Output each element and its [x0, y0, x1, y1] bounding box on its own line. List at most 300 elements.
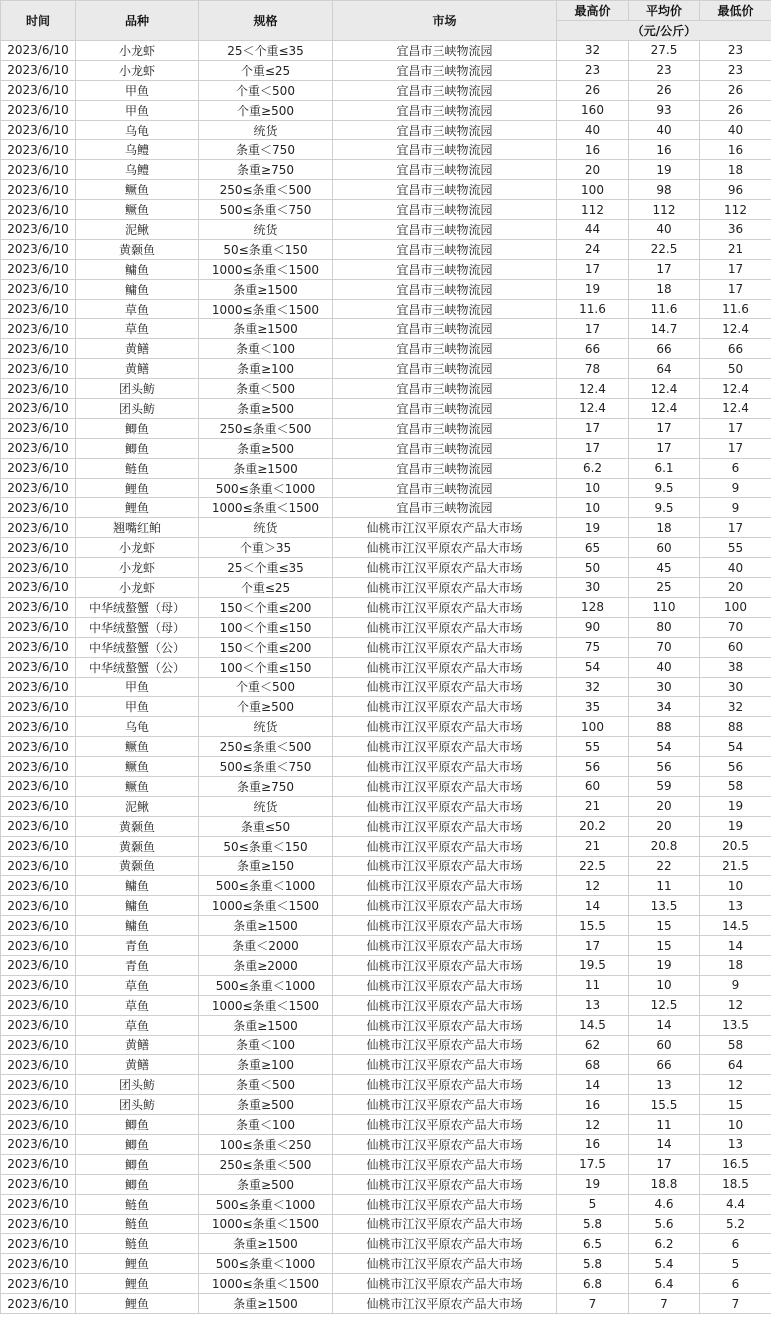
cell-avg-price: 56 [629, 757, 700, 777]
cell-time: 2023/6/10 [1, 1055, 76, 1075]
cell-variety: 翘嘴红鲌 [76, 518, 199, 538]
cell-variety: 鲤鱼 [76, 478, 199, 498]
table-body [1, 41, 771, 1314]
table-row [1, 1015, 771, 1035]
cell-variety: 鲢鱼 [76, 1214, 199, 1234]
cell-market: 仙桃市江汉平原农产品大市场 [333, 896, 557, 916]
cell-min-price: 12 [700, 995, 771, 1015]
cell-variety: 鳜鱼 [76, 737, 199, 757]
cell-time: 2023/6/10 [1, 438, 76, 458]
cell-spec: 100＜个重≤150 [199, 657, 333, 677]
cell-time: 2023/6/10 [1, 279, 76, 299]
cell-min-price: 26 [700, 100, 771, 120]
cell-variety: 小龙虾 [76, 578, 199, 598]
cell-time: 2023/6/10 [1, 896, 76, 916]
table-row [1, 578, 771, 598]
cell-min-price: 12.4 [700, 319, 771, 339]
cell-market: 仙桃市江汉平原农产品大市场 [333, 578, 557, 598]
cell-avg-price: 20 [629, 816, 700, 836]
cell-time: 2023/6/10 [1, 259, 76, 279]
table-row [1, 359, 771, 379]
cell-max-price: 30 [557, 578, 629, 598]
table-row [1, 80, 771, 100]
cell-spec: 1000≤条重＜1500 [199, 1214, 333, 1234]
cell-variety: 中华绒螯蟹（母） [76, 617, 199, 637]
cell-min-price: 40 [700, 120, 771, 140]
cell-variety: 黄颡鱼 [76, 239, 199, 259]
cell-time: 2023/6/10 [1, 558, 76, 578]
cell-time: 2023/6/10 [1, 995, 76, 1015]
cell-min-price: 18 [700, 160, 771, 180]
cell-min-price: 15 [700, 1095, 771, 1115]
cell-spec: 500≤条重＜1000 [199, 1254, 333, 1274]
cell-variety: 乌鳢 [76, 140, 199, 160]
cell-market: 宜昌市三峡物流园 [333, 220, 557, 240]
cell-min-price: 6 [700, 458, 771, 478]
cell-min-price: 58 [700, 776, 771, 796]
cell-avg-price: 19 [629, 160, 700, 180]
cell-variety: 草鱼 [76, 1015, 199, 1035]
cell-variety: 乌龟 [76, 120, 199, 140]
cell-min-price: 18 [700, 955, 771, 975]
cell-market: 仙桃市江汉平原农产品大市场 [333, 1294, 557, 1314]
cell-max-price: 6.8 [557, 1274, 629, 1294]
table-row [1, 1274, 771, 1294]
cell-avg-price: 20.8 [629, 836, 700, 856]
cell-max-price: 17 [557, 438, 629, 458]
cell-max-price: 17 [557, 936, 629, 956]
cell-spec: 100≤条重＜250 [199, 1134, 333, 1154]
table-row [1, 418, 771, 438]
cell-spec: 500≤条重＜1000 [199, 1194, 333, 1214]
table-row [1, 379, 771, 399]
table-row [1, 1095, 771, 1115]
cell-max-price: 5.8 [557, 1254, 629, 1274]
cell-variety: 中华绒螯蟹（公） [76, 657, 199, 677]
cell-min-price: 100 [700, 597, 771, 617]
cell-min-price: 18.5 [700, 1174, 771, 1194]
cell-spec: 个重＞35 [199, 538, 333, 558]
table-row [1, 697, 771, 717]
cell-max-price: 100 [557, 180, 629, 200]
table-row [1, 737, 771, 757]
cell-spec: 150＜个重≤200 [199, 637, 333, 657]
cell-variety: 甲鱼 [76, 697, 199, 717]
cell-max-price: 66 [557, 339, 629, 359]
cell-avg-price: 6.2 [629, 1234, 700, 1254]
cell-variety: 团头鲂 [76, 1095, 199, 1115]
header-spec: 规格 [199, 1, 333, 41]
cell-variety: 青鱼 [76, 955, 199, 975]
cell-time: 2023/6/10 [1, 597, 76, 617]
cell-time: 2023/6/10 [1, 299, 76, 319]
cell-min-price: 13.5 [700, 1015, 771, 1035]
table-row [1, 1075, 771, 1095]
cell-time: 2023/6/10 [1, 160, 76, 180]
cell-market: 仙桃市江汉平原农产品大市场 [333, 776, 557, 796]
table-row [1, 438, 771, 458]
cell-avg-price: 13 [629, 1075, 700, 1095]
cell-spec: 条重≥1500 [199, 1294, 333, 1314]
cell-max-price: 17 [557, 319, 629, 339]
cell-spec: 250≤条重＜500 [199, 418, 333, 438]
cell-variety: 小龙虾 [76, 41, 199, 61]
cell-variety: 鲢鱼 [76, 1194, 199, 1214]
table-row [1, 916, 771, 936]
cell-max-price: 20 [557, 160, 629, 180]
cell-market: 仙桃市江汉平原农产品大市场 [333, 1015, 557, 1035]
cell-variety: 小龙虾 [76, 60, 199, 80]
cell-variety: 泥鳅 [76, 796, 199, 816]
cell-min-price: 13 [700, 896, 771, 916]
cell-avg-price: 70 [629, 637, 700, 657]
cell-max-price: 22.5 [557, 856, 629, 876]
cell-avg-price: 12.4 [629, 379, 700, 399]
cell-market: 宜昌市三峡物流园 [333, 140, 557, 160]
cell-variety: 中华绒螯蟹（母） [76, 597, 199, 617]
cell-spec: 个重＜500 [199, 677, 333, 697]
cell-spec: 150＜个重≤200 [199, 597, 333, 617]
cell-avg-price: 13.5 [629, 896, 700, 916]
cell-avg-price: 17 [629, 418, 700, 438]
cell-time: 2023/6/10 [1, 637, 76, 657]
table-row [1, 1194, 771, 1214]
cell-max-price: 19 [557, 518, 629, 538]
cell-avg-price: 40 [629, 120, 700, 140]
cell-spec: 条重≥750 [199, 160, 333, 180]
cell-variety: 黄鳝 [76, 1035, 199, 1055]
cell-variety: 黄鳝 [76, 359, 199, 379]
cell-time: 2023/6/10 [1, 60, 76, 80]
cell-avg-price: 6.4 [629, 1274, 700, 1294]
cell-max-price: 75 [557, 637, 629, 657]
cell-max-price: 55 [557, 737, 629, 757]
cell-min-price: 12.4 [700, 399, 771, 419]
cell-avg-price: 15.5 [629, 1095, 700, 1115]
cell-time: 2023/6/10 [1, 816, 76, 836]
table-row [1, 339, 771, 359]
cell-min-price: 26 [700, 80, 771, 100]
cell-avg-price: 18.8 [629, 1174, 700, 1194]
cell-market: 宜昌市三峡物流园 [333, 299, 557, 319]
cell-max-price: 12 [557, 1115, 629, 1135]
cell-max-price: 40 [557, 120, 629, 140]
cell-max-price: 19 [557, 279, 629, 299]
cell-avg-price: 4.6 [629, 1194, 700, 1214]
cell-avg-price: 66 [629, 1055, 700, 1075]
cell-avg-price: 18 [629, 518, 700, 538]
cell-avg-price: 40 [629, 220, 700, 240]
table-row [1, 896, 771, 916]
table-row [1, 200, 771, 220]
table-row [1, 955, 771, 975]
cell-max-price: 17.5 [557, 1154, 629, 1174]
cell-min-price: 17 [700, 518, 771, 538]
cell-market: 仙桃市江汉平原农产品大市场 [333, 796, 557, 816]
cell-spec: 1000≤条重＜1500 [199, 1274, 333, 1294]
cell-spec: 50≤条重＜150 [199, 836, 333, 856]
cell-avg-price: 60 [629, 538, 700, 558]
cell-avg-price: 22.5 [629, 239, 700, 259]
header-unit: （元/公斤） [557, 21, 771, 41]
cell-market: 仙桃市江汉平原农产品大市场 [333, 955, 557, 975]
cell-time: 2023/6/10 [1, 697, 76, 717]
cell-variety: 青鱼 [76, 936, 199, 956]
cell-max-price: 24 [557, 239, 629, 259]
cell-time: 2023/6/10 [1, 1154, 76, 1174]
cell-min-price: 9 [700, 478, 771, 498]
cell-market: 宜昌市三峡物流园 [333, 498, 557, 518]
cell-avg-price: 17 [629, 259, 700, 279]
cell-spec: 25＜个重≤35 [199, 41, 333, 61]
cell-min-price: 16.5 [700, 1154, 771, 1174]
cell-avg-price: 45 [629, 558, 700, 578]
cell-avg-price: 59 [629, 776, 700, 796]
cell-market: 宜昌市三峡物流园 [333, 418, 557, 438]
cell-min-price: 14 [700, 936, 771, 956]
cell-spec: 条重≥750 [199, 776, 333, 796]
cell-spec: 条重≥150 [199, 856, 333, 876]
cell-time: 2023/6/10 [1, 418, 76, 438]
cell-spec: 250≤条重＜500 [199, 180, 333, 200]
cell-variety: 鲤鱼 [76, 1294, 199, 1314]
cell-variety: 鳙鱼 [76, 259, 199, 279]
cell-time: 2023/6/10 [1, 1194, 76, 1214]
cell-avg-price: 18 [629, 279, 700, 299]
cell-spec: 条重≥500 [199, 1174, 333, 1194]
cell-min-price: 19 [700, 816, 771, 836]
cell-market: 宜昌市三峡物流园 [333, 478, 557, 498]
cell-avg-price: 30 [629, 677, 700, 697]
table-row [1, 498, 771, 518]
cell-max-price: 23 [557, 60, 629, 80]
cell-max-price: 68 [557, 1055, 629, 1075]
cell-variety: 鲢鱼 [76, 458, 199, 478]
cell-time: 2023/6/10 [1, 518, 76, 538]
table-row [1, 1174, 771, 1194]
cell-time: 2023/6/10 [1, 1075, 76, 1095]
cell-market: 仙桃市江汉平原农产品大市场 [333, 597, 557, 617]
table-row [1, 1115, 771, 1135]
cell-time: 2023/6/10 [1, 757, 76, 777]
cell-min-price: 112 [700, 200, 771, 220]
cell-avg-price: 12.5 [629, 995, 700, 1015]
cell-market: 宜昌市三峡物流园 [333, 279, 557, 299]
table-row [1, 1234, 771, 1254]
table-row [1, 478, 771, 498]
cell-min-price: 50 [700, 359, 771, 379]
cell-variety: 草鱼 [76, 995, 199, 1015]
table-row [1, 657, 771, 677]
cell-max-price: 12 [557, 876, 629, 896]
cell-avg-price: 22 [629, 856, 700, 876]
cell-market: 宜昌市三峡物流园 [333, 359, 557, 379]
cell-spec: 500≤条重＜1000 [199, 478, 333, 498]
cell-spec: 1000≤条重＜1500 [199, 896, 333, 916]
cell-variety: 鳙鱼 [76, 896, 199, 916]
cell-time: 2023/6/10 [1, 1035, 76, 1055]
cell-min-price: 17 [700, 279, 771, 299]
cell-market: 仙桃市江汉平原农产品大市场 [333, 856, 557, 876]
cell-max-price: 12.4 [557, 399, 629, 419]
cell-market: 仙桃市江汉平原农产品大市场 [333, 757, 557, 777]
cell-min-price: 58 [700, 1035, 771, 1055]
table-row [1, 936, 771, 956]
cell-market: 宜昌市三峡物流园 [333, 80, 557, 100]
cell-market: 仙桃市江汉平原农产品大市场 [333, 637, 557, 657]
table-row [1, 1035, 771, 1055]
cell-avg-price: 14 [629, 1134, 700, 1154]
cell-spec: 个重＜500 [199, 80, 333, 100]
table-row [1, 597, 771, 617]
cell-avg-price: 88 [629, 717, 700, 737]
cell-spec: 个重≤25 [199, 60, 333, 80]
cell-spec: 个重≥500 [199, 100, 333, 120]
cell-max-price: 19 [557, 1174, 629, 1194]
cell-time: 2023/6/10 [1, 975, 76, 995]
cell-market: 仙桃市江汉平原农产品大市场 [333, 697, 557, 717]
cell-max-price: 11.6 [557, 299, 629, 319]
cell-variety: 鲫鱼 [76, 1115, 199, 1135]
cell-market: 宜昌市三峡物流园 [333, 259, 557, 279]
cell-max-price: 6.5 [557, 1234, 629, 1254]
cell-variety: 鳙鱼 [76, 916, 199, 936]
cell-max-price: 54 [557, 657, 629, 677]
cell-spec: 100＜个重≤150 [199, 617, 333, 637]
cell-min-price: 6 [700, 1234, 771, 1254]
cell-min-price: 21.5 [700, 856, 771, 876]
cell-market: 仙桃市江汉平原农产品大市场 [333, 677, 557, 697]
cell-market: 仙桃市江汉平原农产品大市场 [333, 1214, 557, 1234]
cell-time: 2023/6/10 [1, 955, 76, 975]
cell-spec: 1000≤条重＜1500 [199, 498, 333, 518]
cell-max-price: 11 [557, 975, 629, 995]
cell-spec: 统货 [199, 518, 333, 538]
cell-avg-price: 11 [629, 876, 700, 896]
cell-min-price: 13 [700, 1134, 771, 1154]
cell-avg-price: 54 [629, 737, 700, 757]
cell-max-price: 16 [557, 140, 629, 160]
cell-max-price: 14.5 [557, 1015, 629, 1035]
cell-market: 仙桃市江汉平原农产品大市场 [333, 1254, 557, 1274]
table-row [1, 259, 771, 279]
cell-max-price: 19.5 [557, 955, 629, 975]
cell-time: 2023/6/10 [1, 100, 76, 120]
cell-time: 2023/6/10 [1, 498, 76, 518]
cell-time: 2023/6/10 [1, 319, 76, 339]
cell-spec: 条重≥1500 [199, 458, 333, 478]
table-row [1, 239, 771, 259]
cell-time: 2023/6/10 [1, 1214, 76, 1234]
cell-avg-price: 15 [629, 936, 700, 956]
cell-max-price: 14 [557, 1075, 629, 1095]
cell-min-price: 4.4 [700, 1194, 771, 1214]
table-row [1, 538, 771, 558]
cell-avg-price: 16 [629, 140, 700, 160]
cell-time: 2023/6/10 [1, 677, 76, 697]
cell-market: 宜昌市三峡物流园 [333, 458, 557, 478]
cell-time: 2023/6/10 [1, 538, 76, 558]
table-row [1, 518, 771, 538]
cell-market: 宜昌市三峡物流园 [333, 319, 557, 339]
cell-time: 2023/6/10 [1, 80, 76, 100]
cell-max-price: 14 [557, 896, 629, 916]
cell-avg-price: 64 [629, 359, 700, 379]
cell-max-price: 21 [557, 796, 629, 816]
cell-spec: 条重≤50 [199, 816, 333, 836]
table-row [1, 1254, 771, 1274]
cell-min-price: 88 [700, 717, 771, 737]
cell-min-price: 9 [700, 975, 771, 995]
cell-min-price: 5.2 [700, 1214, 771, 1234]
cell-spec: 条重≥1500 [199, 1015, 333, 1035]
cell-max-price: 160 [557, 100, 629, 120]
cell-spec: 条重≥1500 [199, 319, 333, 339]
cell-spec: 个重≥500 [199, 697, 333, 717]
cell-market: 仙桃市江汉平原农产品大市场 [333, 657, 557, 677]
table-row [1, 637, 771, 657]
cell-avg-price: 17 [629, 438, 700, 458]
table-row [1, 100, 771, 120]
cell-min-price: 6 [700, 1274, 771, 1294]
cell-time: 2023/6/10 [1, 1274, 76, 1294]
cell-min-price: 23 [700, 60, 771, 80]
cell-time: 2023/6/10 [1, 1134, 76, 1154]
cell-time: 2023/6/10 [1, 776, 76, 796]
cell-avg-price: 27.5 [629, 41, 700, 61]
cell-market: 仙桃市江汉平原农产品大市场 [333, 916, 557, 936]
cell-min-price: 10 [700, 876, 771, 896]
cell-market: 仙桃市江汉平原农产品大市场 [333, 558, 557, 578]
cell-market: 仙桃市江汉平原农产品大市场 [333, 816, 557, 836]
cell-variety: 黄鳝 [76, 339, 199, 359]
header-time: 时间 [1, 1, 76, 41]
cell-min-price: 10 [700, 1115, 771, 1135]
cell-max-price: 62 [557, 1035, 629, 1055]
cell-avg-price: 14.7 [629, 319, 700, 339]
cell-min-price: 54 [700, 737, 771, 757]
cell-time: 2023/6/10 [1, 717, 76, 737]
cell-avg-price: 26 [629, 80, 700, 100]
table-row [1, 279, 771, 299]
cell-variety: 乌鳢 [76, 160, 199, 180]
cell-spec: 250≤条重＜500 [199, 737, 333, 757]
cell-min-price: 9 [700, 498, 771, 518]
cell-max-price: 10 [557, 478, 629, 498]
cell-min-price: 32 [700, 697, 771, 717]
cell-min-price: 19 [700, 796, 771, 816]
cell-time: 2023/6/10 [1, 856, 76, 876]
cell-avg-price: 112 [629, 200, 700, 220]
cell-time: 2023/6/10 [1, 916, 76, 936]
cell-time: 2023/6/10 [1, 1095, 76, 1115]
cell-max-price: 100 [557, 717, 629, 737]
table-row [1, 458, 771, 478]
cell-time: 2023/6/10 [1, 876, 76, 896]
table-row [1, 617, 771, 637]
table-row [1, 1294, 771, 1314]
cell-min-price: 64 [700, 1055, 771, 1075]
table-row [1, 299, 771, 319]
cell-market: 仙桃市江汉平原农产品大市场 [333, 1075, 557, 1095]
cell-min-price: 17 [700, 259, 771, 279]
cell-spec: 条重≥100 [199, 1055, 333, 1075]
cell-time: 2023/6/10 [1, 399, 76, 419]
cell-max-price: 56 [557, 757, 629, 777]
cell-market: 仙桃市江汉平原农产品大市场 [333, 538, 557, 558]
cell-max-price: 13 [557, 995, 629, 1015]
cell-min-price: 16 [700, 140, 771, 160]
